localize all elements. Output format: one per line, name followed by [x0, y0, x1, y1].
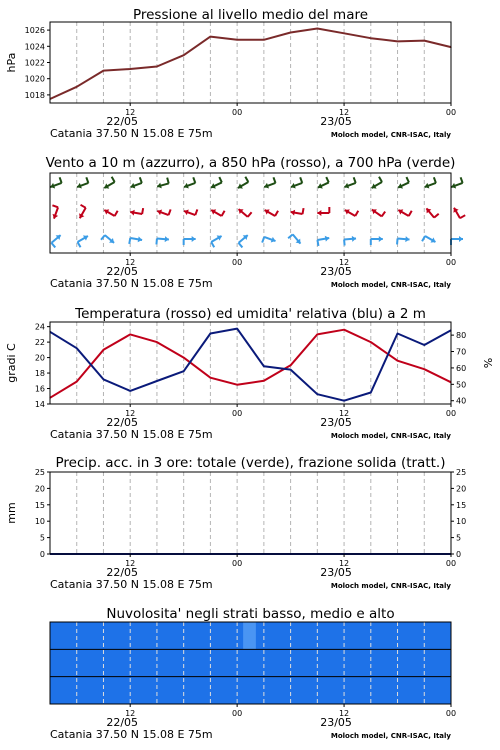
barb-feather [382, 212, 385, 217]
wind-barb-1 [211, 209, 224, 216]
wind-barb-1 [398, 209, 411, 216]
wind-barb-2 [397, 236, 409, 244]
temperature-line [50, 330, 451, 398]
barb-head [405, 236, 409, 242]
temperature-line-point [370, 342, 371, 343]
barb-feather [112, 177, 115, 182]
x-tick-label: 00 [445, 258, 457, 267]
wind-barb-2 [78, 235, 88, 247]
wind-barb-1 [317, 207, 329, 216]
wind-barb-0 [264, 177, 275, 188]
barb-feather [303, 208, 304, 214]
y-tick-label: 16 [34, 384, 45, 394]
pressure-line-point [424, 40, 425, 41]
wind-barb-0 [398, 177, 409, 189]
barb-feather [239, 243, 243, 248]
wind-barb-1 [265, 209, 278, 216]
humidity-line-point [130, 390, 131, 391]
x-tick-label: 00 [232, 559, 243, 568]
barb-feather [60, 177, 62, 183]
barb-feather [101, 235, 105, 240]
wind-barb-2 [344, 236, 356, 246]
x-tick-label: 12 [338, 559, 350, 568]
barb-feather [434, 214, 439, 218]
temperature-line-point [76, 381, 77, 382]
x-tick-label: 12 [125, 559, 136, 568]
wind-barb-0 [425, 177, 436, 188]
barb-feather [409, 211, 412, 216]
temperature-line-point [290, 365, 291, 366]
temperature-line-point [397, 360, 398, 361]
credit-label: Moloch model, CNR-ISAC, Italy [330, 131, 451, 139]
panel-wind [46, 155, 466, 290]
x-tick-label: 00 [445, 709, 457, 718]
location-label: Catania 37.50 N 15.08 E 75m [50, 277, 213, 290]
date-label: 23/05 [320, 416, 352, 429]
date-label: 22/05 [106, 115, 139, 128]
barb-feather [51, 243, 55, 248]
humidity-line-point [103, 379, 104, 380]
date-label: 23/05 [320, 115, 352, 128]
humidity-line-point [370, 392, 371, 393]
y-tick-label: 10 [34, 517, 45, 527]
humidity-line-point [237, 328, 238, 329]
wind-barb-1 [426, 208, 438, 217]
barb-feather [406, 177, 409, 182]
wind-barb-1 [79, 205, 86, 218]
barb-head [317, 210, 321, 216]
wind-barb-1 [184, 209, 197, 215]
barb-feather [219, 177, 222, 182]
x-tick-label: 00 [232, 709, 243, 718]
date-label: 22/05 [106, 566, 139, 579]
panel-clouds [50, 606, 456, 741]
y-axis-label: gradi C [5, 343, 18, 383]
temperature-line-point [424, 369, 425, 370]
barb-feather [140, 177, 142, 183]
barb-feather [397, 238, 398, 244]
credit-label: Moloch model, CNR-ISAC, Italy [330, 732, 451, 740]
barb-head [379, 236, 383, 242]
barb-head [459, 236, 463, 242]
pressure-line-point [130, 68, 131, 69]
wind-barb-2 [371, 236, 383, 245]
wind-barb-1 [104, 209, 117, 216]
y-axis-label: mm [5, 502, 18, 524]
y-tick-label: 24 [34, 322, 45, 332]
barb-head [352, 236, 356, 242]
wind-barb-2 [288, 234, 300, 243]
wind-barb-0 [50, 177, 61, 188]
x-tick-label: 00 [232, 258, 243, 267]
date-label: 22/05 [106, 716, 139, 729]
barb-feather [156, 238, 157, 244]
x-tick-label: 12 [338, 409, 350, 418]
panel-temp_rh [5, 306, 495, 441]
panel-title: Vento a 10 m (azzurro), a 850 hPa (rosso), a 700 hPa (verde) [45, 155, 456, 171]
pressure-line-point [263, 39, 264, 40]
barb-feather [193, 177, 195, 183]
pressure-line-point [343, 33, 344, 34]
y-tick-label: 1022 [24, 58, 45, 68]
barb-feather [115, 211, 118, 216]
location-label: Catania 37.50 N 15.08 E 75m [50, 728, 213, 741]
temperature-line-point [103, 349, 104, 350]
wind-barb-0 [211, 177, 222, 189]
cloud-cover-highlight [243, 622, 256, 649]
barb-feather [354, 177, 356, 183]
barb-feather [275, 211, 278, 216]
wind-barb-0 [131, 177, 142, 188]
wind-barb-0 [372, 177, 382, 189]
barb-feather [211, 242, 214, 247]
wind-barb-0 [104, 177, 114, 189]
pressure-line-point [103, 70, 104, 71]
barb-feather [317, 240, 318, 246]
x-tick-label: 12 [125, 409, 136, 418]
pressure-line-point [290, 32, 291, 33]
x-tick-label: 12 [125, 258, 136, 267]
wind-barb-0 [318, 177, 329, 189]
barb-head [130, 210, 134, 216]
wind-barb-2 [317, 236, 329, 246]
temperature-line-point [317, 334, 318, 335]
barb-head [291, 210, 295, 216]
panel-pressure [5, 7, 456, 140]
panel-title: Nuvolosita' negli strati basso, medio e alto [106, 606, 395, 622]
barb-head [165, 236, 169, 242]
wind-barb-2 [51, 235, 60, 247]
y-tick-label: 20 [34, 353, 45, 363]
location-label: Catania 37.50 N 15.08 E 75m [50, 127, 213, 140]
x-tick-label: 12 [125, 108, 136, 117]
location-label: Catania 37.50 N 15.08 E 75m [50, 428, 213, 441]
y-tick-label: 1020 [24, 74, 45, 84]
panel-title: Pressione al livello medio del mare [132, 7, 369, 23]
credit-label: Moloch model, CNR-ISAC, Italy [330, 432, 451, 440]
y-tick-label: 5 [39, 533, 45, 543]
y-tick-label-right: 10 [456, 517, 467, 527]
wind-barb-1 [52, 205, 58, 218]
x-tick-label: 00 [232, 409, 243, 418]
plot-border [50, 322, 451, 404]
x-tick-label: 00 [232, 108, 243, 117]
y-tick-label-right: 25 [456, 468, 467, 477]
wind-barb-0 [291, 177, 302, 188]
wind-barb-2 [422, 236, 435, 243]
barb-feather [422, 236, 425, 241]
pressure-line-point [370, 38, 371, 39]
y-tick-label-right: 0 [456, 550, 462, 559]
barb-feather [167, 178, 169, 184]
y-tick-label: 22 [34, 338, 45, 348]
date-label: 22/05 [106, 265, 139, 278]
humidity-line-point [76, 348, 77, 349]
y-tick-label: 1026 [24, 26, 45, 36]
barb-feather [169, 209, 171, 215]
pressure-line-point [156, 66, 157, 67]
wind-barb-2 [129, 236, 142, 243]
humidity-line-point [317, 394, 318, 395]
y-tick-label-right: 5 [456, 533, 462, 543]
pressure-line-point [397, 41, 398, 42]
wind-barb-0 [344, 177, 355, 188]
y-tick-label-right: 70 [456, 347, 467, 357]
barb-feather [52, 205, 58, 207]
wind-barb-1 [130, 208, 143, 215]
pressure-line-point [237, 39, 238, 40]
humidity-line-point [263, 366, 264, 367]
wind-barb-2 [184, 236, 196, 245]
wind-barb-0 [238, 177, 248, 189]
barb-feather [344, 240, 345, 246]
barb-feather [355, 211, 358, 216]
barb-head [192, 236, 196, 242]
x-tick-label: 00 [445, 108, 457, 117]
barb-feather [248, 212, 252, 217]
barb-feather [273, 177, 275, 183]
x-tick-label: 00 [445, 559, 457, 568]
temperature-line-point [263, 380, 264, 381]
humidity-line-point [183, 371, 184, 372]
humidity-line-point [424, 344, 425, 345]
barb-feather [379, 177, 382, 182]
pressure-line-point [317, 28, 318, 29]
pressure-line [50, 29, 451, 100]
barb-feather [195, 209, 197, 215]
barb-feather [78, 242, 81, 247]
temperature-line-point [237, 384, 238, 385]
y-axis-label: hPa [5, 52, 18, 73]
temperature-line-point [183, 357, 184, 358]
y-tick-label: 15 [34, 500, 45, 510]
x-tick-label: 12 [338, 258, 350, 267]
barb-feather [434, 177, 436, 183]
pressure-line-point [76, 86, 77, 87]
wind-barb-0 [157, 178, 169, 189]
humidity-line-point [397, 333, 398, 334]
barb-feather [129, 238, 130, 244]
wind-barb-0 [184, 177, 195, 188]
y-tick-label-right: 15 [456, 500, 467, 510]
x-tick-label: 12 [125, 709, 136, 718]
panel-title: Temperatura (rosso) ed umidita' relativa (blu) a 2 m [75, 306, 426, 322]
y-tick-label: 20 [34, 484, 45, 494]
wind-barb-2 [262, 237, 275, 243]
location-label: Catania 37.50 N 15.08 E 75m [50, 578, 213, 591]
panel-precip [5, 455, 466, 591]
barb-feather [460, 215, 465, 218]
humidity-line [50, 329, 451, 401]
barb-feather [326, 177, 329, 182]
x-tick-label: 12 [338, 709, 350, 718]
panel-title: Precip. acc. in 3 ore: totale (verde), frazione solida (tratt.) [55, 455, 446, 471]
barb-feather [81, 205, 86, 208]
y-tick-label-right: 50 [456, 380, 467, 390]
y-tick-label-right: 60 [456, 363, 467, 373]
date-label: 23/05 [320, 265, 352, 278]
y-axis-label-right: % [482, 357, 495, 369]
barb-head [325, 236, 329, 242]
y-tick-label-right: 20 [456, 484, 467, 494]
wind-barb-1 [239, 209, 252, 217]
credit-label: Moloch model, CNR-ISAC, Italy [330, 281, 451, 289]
date-label: 23/05 [320, 566, 352, 579]
y-tick-label: 18 [34, 369, 45, 379]
x-tick-label: 00 [445, 409, 457, 418]
x-tick-label: 12 [338, 108, 350, 117]
wind-barb-1 [453, 208, 465, 218]
temperature-line-point [343, 329, 344, 330]
wind-barb-1 [345, 209, 358, 216]
temperature-line-point [156, 342, 157, 343]
wind-barb-2 [156, 236, 168, 244]
barb-feather [142, 208, 143, 214]
wind-barb-2 [239, 235, 248, 247]
pressure-line-point [210, 36, 211, 37]
barb-feather [300, 177, 302, 183]
temperature-line-point [130, 334, 131, 335]
y-tick-label: 14 [34, 400, 45, 409]
wind-barb-0 [451, 177, 462, 188]
barb-feather [461, 177, 463, 183]
y-tick-label-right: 80 [456, 331, 467, 341]
humidity-line-point [156, 380, 157, 381]
barb-feather [262, 237, 264, 243]
date-label: 22/05 [106, 416, 139, 429]
credit-label: Moloch model, CNR-ISAC, Italy [330, 582, 451, 590]
humidity-line-point [210, 333, 211, 334]
date-label: 23/05 [320, 716, 352, 729]
plot-border [50, 22, 451, 103]
plot-border [50, 472, 451, 554]
y-tick-label: 0 [39, 550, 45, 559]
wind-barb-2 [451, 236, 463, 245]
wind-barb-1 [372, 209, 385, 216]
wind-barb-1 [157, 209, 170, 215]
barb-feather [222, 211, 225, 216]
temperature-line-point [210, 377, 211, 378]
barb-head [138, 236, 142, 242]
humidity-line-point [343, 400, 344, 401]
barb-feather [86, 177, 88, 183]
pressure-line-point [183, 55, 184, 56]
y-tick-label: 25 [34, 468, 45, 477]
humidity-line-point [290, 369, 291, 370]
y-tick-label-right: 40 [456, 396, 467, 406]
wind-barb-0 [77, 177, 88, 188]
wind-barb-2 [211, 235, 221, 247]
y-tick-label: 1024 [24, 42, 45, 52]
y-tick-label: 1018 [24, 90, 45, 100]
barb-feather [245, 177, 248, 182]
wind-barb-1 [291, 208, 304, 215]
